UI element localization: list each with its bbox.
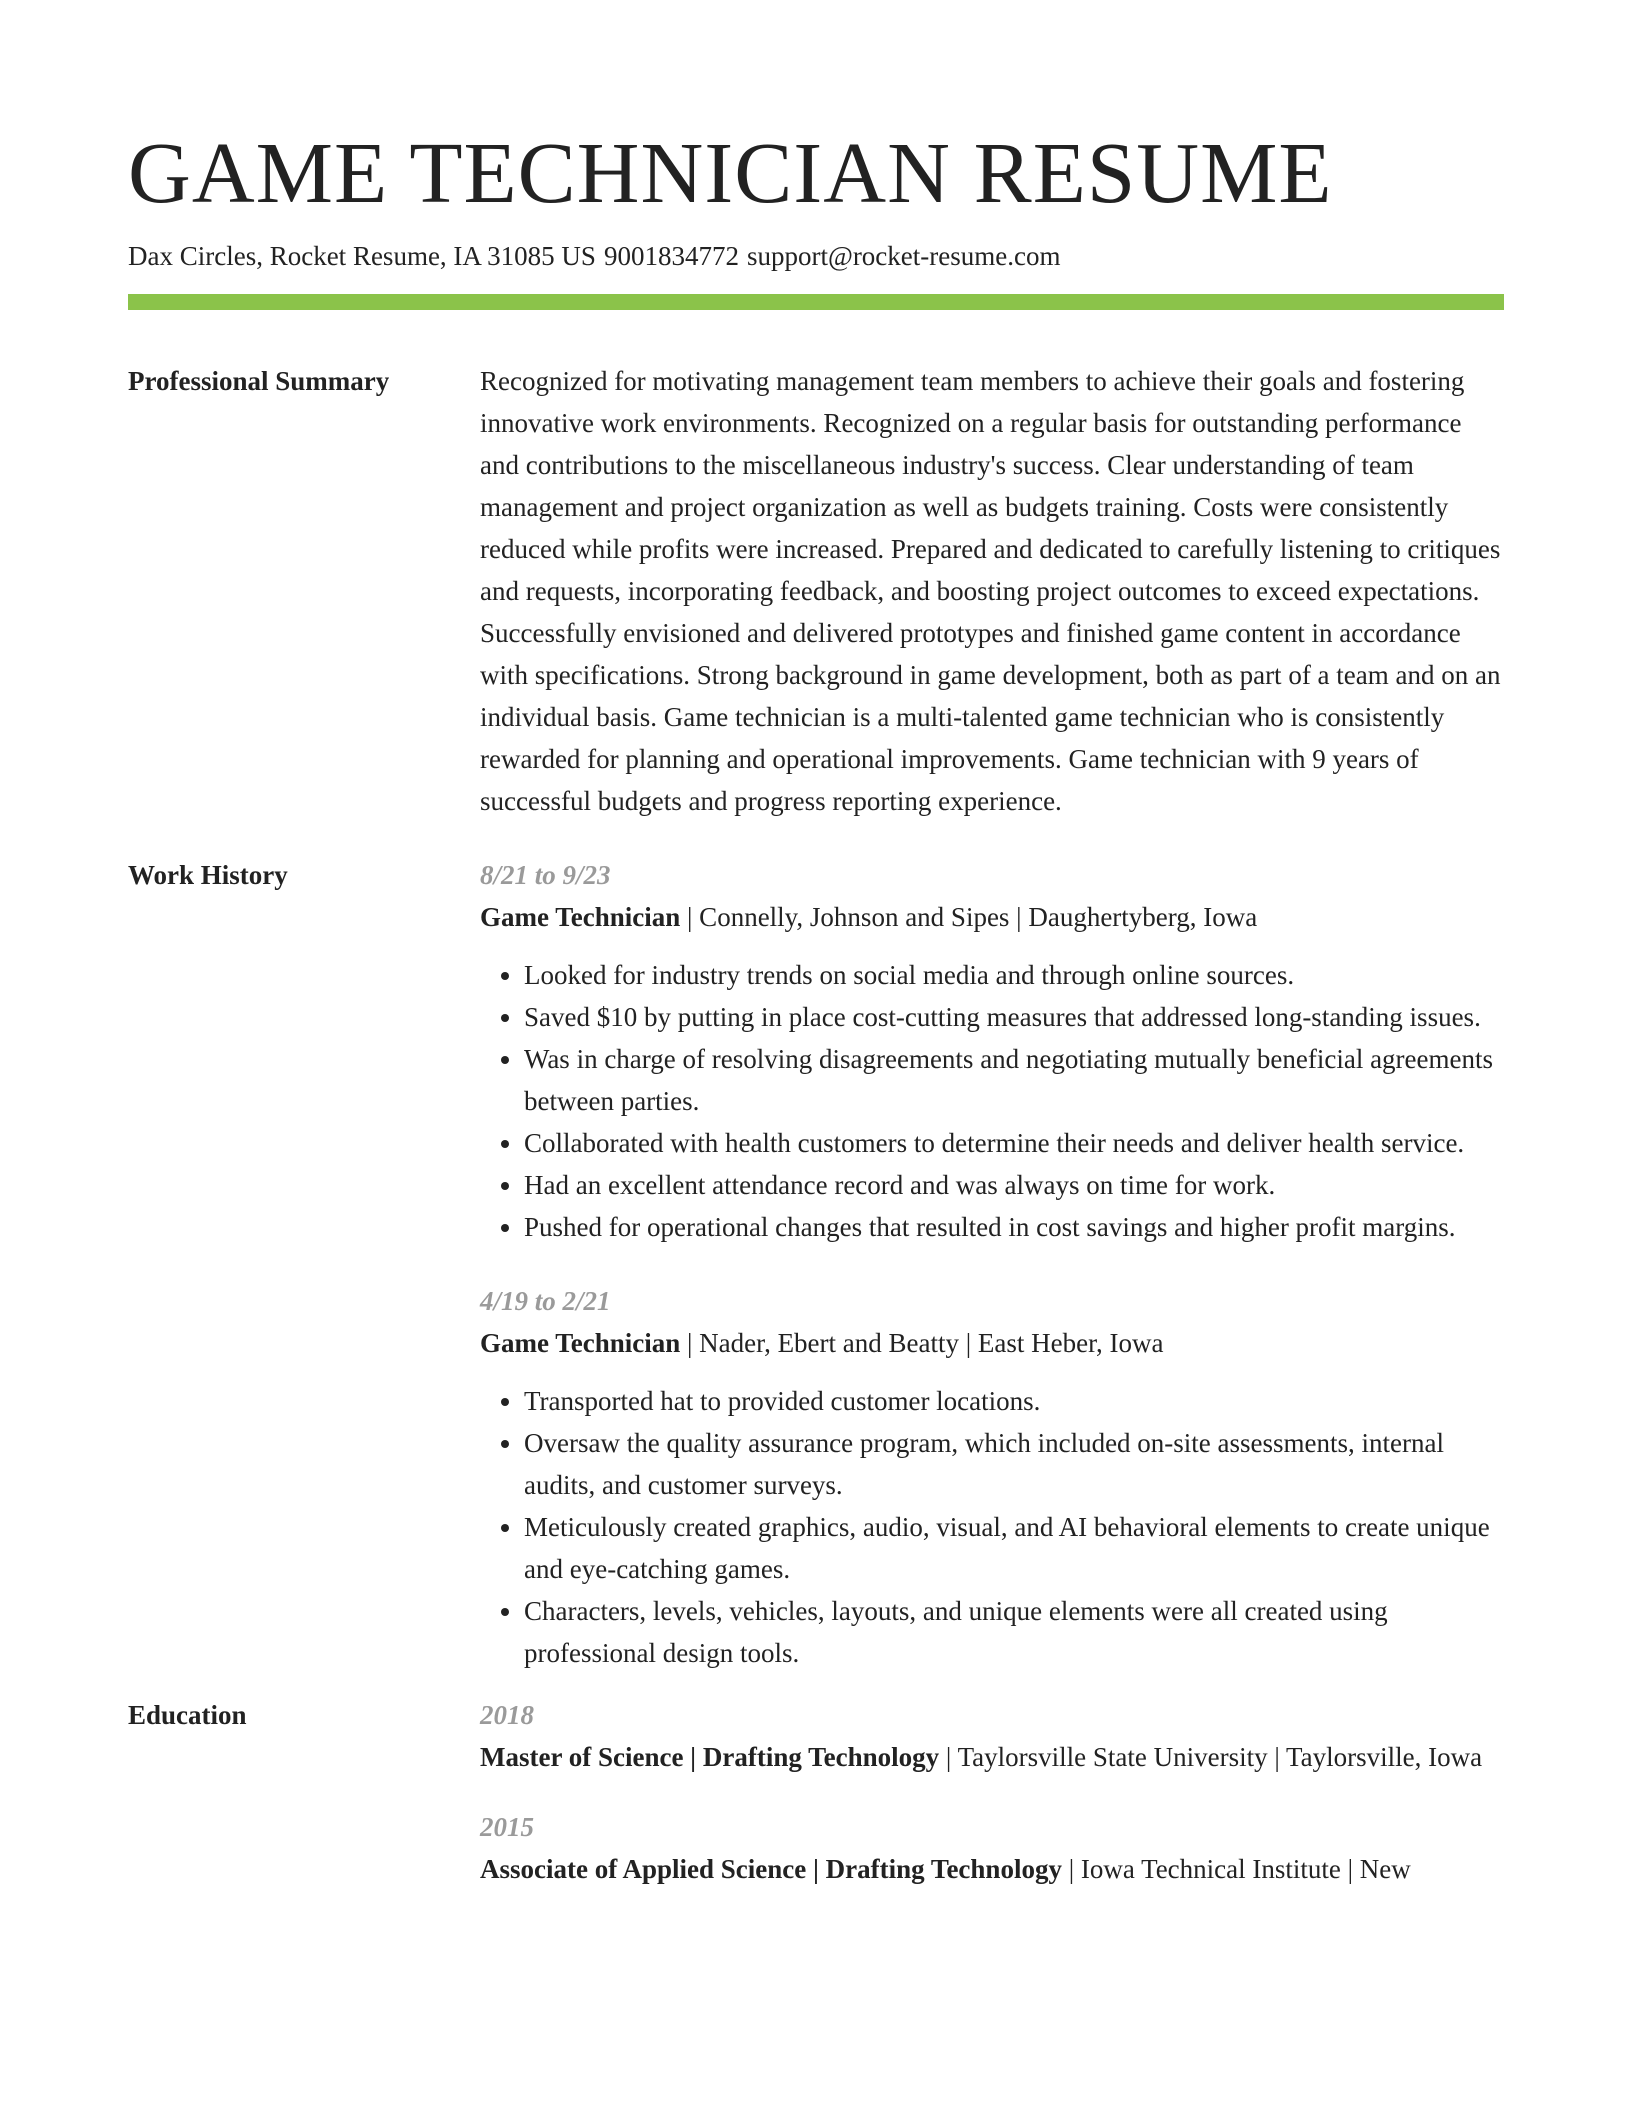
header-divider xyxy=(128,294,1504,310)
job-bullet: • Oversaw the quality assurance program, which included on-site assessments, internal audits, and customer surveys. xyxy=(524,1422,1504,1506)
degree-year: 2015 xyxy=(480,1812,534,1842)
contact-email: support@rocket-resume.com xyxy=(746,241,1061,271)
job-role-line xyxy=(480,896,1504,938)
degree-entry xyxy=(480,1806,1504,1890)
job-bullet: • Characters, levels, vehicles, layouts, and unique elements were all created using professional design tools. xyxy=(524,1590,1504,1674)
professional-summary-section xyxy=(128,360,1504,822)
job-bullet: • Was in charge of resolving disagreements and negotiating mutually beneficial agreements between parties. xyxy=(524,1038,1504,1122)
job-title: Game Technician xyxy=(480,902,681,932)
job-bullets xyxy=(480,1380,1504,1674)
work-history-list xyxy=(480,854,1504,1674)
degree-school-location: | Taylorsville State University | Taylorsville, Iowa xyxy=(939,1742,1483,1772)
job-title: Game Technician xyxy=(480,1328,681,1358)
job-bullets xyxy=(480,954,1504,1248)
summary-text: Recognized for motivating management team members to achieve their goals and fostering innovative work environments. Recognized on a regular basis for outstanding performance and contributions to the miscellaneous industry's success. Clear understanding of team management and project organization as well as budgets training. Costs were consistently reduced while profits were increased. Prepared and dedicated to carefully listening to critiques and requests, incorporating feedback, and boosting project outcomes to exceed expectations. Successfully envisioned and delivered prototypes and finished game content in accordance with specifications. Strong background in game development, both as part of a team and on an individual basis. Game technician is a multi-talented game technician who is consistently rewarded for planning and operational improvements. Game technician with 9 years of successful budgets and progress reporting experience. xyxy=(480,366,1501,816)
degree-year: 2018 xyxy=(480,1700,534,1730)
resume-page xyxy=(128,118,1504,1890)
contact-line xyxy=(128,236,1504,276)
job-bullet: • Looked for industry trends on social media and through online sources. xyxy=(524,954,1504,996)
job-dates: 8/21 to 9/23 xyxy=(480,860,611,890)
education-list xyxy=(480,1694,1504,1890)
job-bullet: • Transported hat to provided customer locations. xyxy=(524,1380,1504,1422)
job-entry xyxy=(480,854,1504,1248)
job-bullet: • Saved $10 by putting in place cost-cutting measures that addressed long-standing issues. xyxy=(524,996,1504,1038)
job-employer-location: | Nader, Ebert and Beatty | East Heber, Iowa xyxy=(680,1328,1164,1358)
job-role-line xyxy=(480,1322,1504,1364)
education-section xyxy=(128,1694,1504,1890)
job-bullet: • Collaborated with health customers to determine their needs and deliver health service. xyxy=(524,1122,1504,1164)
contact-address: Dax Circles, Rocket Resume, IA 31085 US xyxy=(128,241,596,271)
degree-line xyxy=(480,1736,1504,1778)
job-bullet: • Meticulously created graphics, audio, visual, and AI behavioral elements to create unique and eye-catching games. xyxy=(524,1506,1504,1590)
job-entry xyxy=(480,1280,1504,1674)
section-label-summary: Professional Summary xyxy=(128,366,390,396)
work-history-section xyxy=(128,854,1504,1674)
job-bullet: • Pushed for operational changes that resulted in cost savings and higher profit margins. xyxy=(524,1206,1504,1248)
degree-title: Master of Science | Drafting Technology xyxy=(480,1742,940,1772)
job-bullet: • Had an excellent attendance record and was always on time for work. xyxy=(524,1164,1504,1206)
degree-school-location: | Iowa Technical Institute | New xyxy=(1061,1854,1411,1884)
job-employer-location: | Connelly, Johnson and Sipes | Daughertyberg, Iowa xyxy=(680,902,1258,932)
degree-entry xyxy=(480,1694,1504,1778)
contact-phone: 9001834772 xyxy=(603,241,739,271)
resume-title: GAME TECHNICIAN RESUME xyxy=(128,124,1333,221)
section-label-work: Work History xyxy=(128,860,288,890)
job-dates: 4/19 to 2/21 xyxy=(480,1286,611,1316)
degree-title: Associate of Applied Science | Drafting Technology xyxy=(480,1854,1062,1884)
section-label-education: Education xyxy=(128,1700,247,1730)
degree-line xyxy=(480,1848,1504,1890)
